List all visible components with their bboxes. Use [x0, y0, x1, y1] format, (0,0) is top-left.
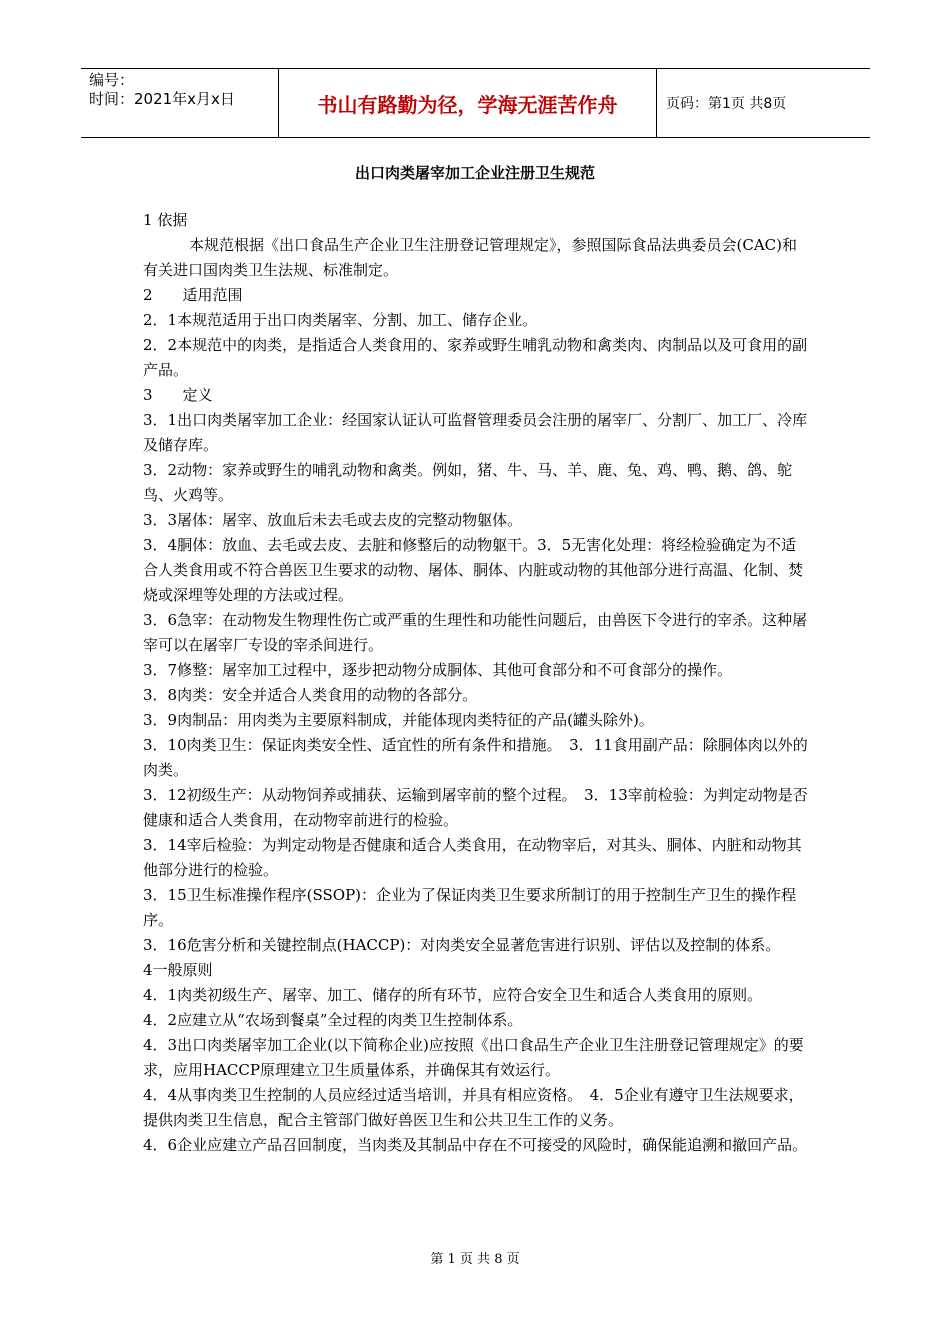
paragraph: 3．7修整：屠宰加工过程中，逐步把动物分成胴体、其他可食部分和不可食部分的操作。: [143, 661, 733, 679]
paragraph: 2．2本规范中的肉类，是指适合人类食用的、家养或野生哺乳动物和禽类肉、肉制品以及可食用的副产品。: [143, 336, 808, 379]
paragraph: 本规范根据《出口食品生产企业卫生注册登记管理规定》，参照国际食品法典委员会(CAC)和有关进口国肉类卫生法规、标准制定。: [143, 236, 797, 279]
paragraph: 3．12初级生产：从动物饲养或捕获、运输到屠宰前的整个过程。 3．13宰前检验：为判定动物是否健康和适合人类食用，在动物宰前进行的检验。: [143, 786, 808, 829]
motto-text: 书山有路勤为径，学海无涯苦作舟: [317, 92, 618, 117]
paragraph: 4．1肉类初级生产、屠宰、加工、储存的所有环节，应符合安全卫生和适合人类食用的原则。: [143, 986, 763, 1004]
paragraph: 3．2动物：家养或野生的哺乳动物和禽类。例如，猪、牛、马、羊、鹿、兔、鸡、鸭、鹅、鸽、鸵鸟、火鸡等。: [143, 461, 793, 504]
header-page-info: 页码：第1页 共8页: [666, 96, 787, 112]
paragraph: 3．4胴体：放血、去毛或去皮、去脏和修整后的动物躯干。3．5无害化处理：将经检验确定为不适合人类食用或不符合兽医卫生要求的动物、屠体、胴体、内脏或动物的其他部分进行高温、化制、焚烧或深埋等处理的方法或过程。: [143, 536, 804, 604]
header-meta: [81, 69, 279, 137]
section-heading: 3 定义: [143, 386, 213, 404]
section-heading: 4一般原则: [143, 961, 213, 979]
paragraph: 3．10肉类卫生：保证肉类安全性、适宜性的所有条件和措施。 3．11食用副产品：除胴体肉以外的肉类。: [143, 736, 808, 779]
document-number-label: 编号：: [89, 71, 135, 89]
paragraph: 3．9肉制品：用肉类为主要原料制成，并能体现肉类特征的产品(罐头除外)。: [143, 711, 654, 729]
document-title: 出口肉类屠宰加工企业注册卫生规范: [354, 164, 595, 182]
paragraph: 4．2应建立从“农场到餐桌”全过程的肉类卫生控制体系。: [143, 1011, 523, 1029]
paragraph: 4．3出口肉类屠宰加工企业(以下简称企业)应按照《出口食品生产企业卫生注册登记管理规定》的要求，应用HACCP原理建立卫生质量体系，并确保其有效运行。: [143, 1036, 804, 1079]
header-motto: [279, 69, 657, 137]
paragraph: 3．1出口肉类屠宰加工企业：经国家认证认可监督管理委员会注册的屠宰厂、分割厂、加工厂、冷库及储存库。: [143, 411, 808, 454]
page-footer: 第 1 页 共 8 页: [430, 1252, 520, 1267]
paragraph: 3．3屠体：屠宰、放血后未去毛或去皮的完整动物躯体。: [143, 511, 523, 529]
paragraph: 4．4从事肉类卫生控制的人员应经过适当培训，并具有相应资格。 4．5企业有遵守卫生法规要求，提供肉类卫生信息，配合主管部门做好兽医卫生和公共卫生工作的义务。: [143, 1086, 804, 1129]
document-body: [143, 208, 809, 1158]
page-header: [81, 68, 870, 138]
section-heading: 2 适用范围: [143, 286, 243, 304]
paragraph: 3．15卫生标准操作程序(SSOP)：企业为了保证肉类卫生要求所制订的用于控制生产卫生的操作程序。: [143, 886, 797, 929]
paragraph: 2．1本规范适用于出口肉类屠宰、分割、加工、储存企业。: [143, 311, 538, 329]
paragraph: 3．16危害分析和关键控制点(HACCP)：对肉类安全显著危害进行识别、评估以及控制的体系。: [143, 936, 781, 954]
section-heading: 1 依据: [143, 211, 188, 229]
paragraph: 4．6企业应建立产品召回制度，当肉类及其制品中存在不可接受的风险时，确保能追溯和撤回产品。: [143, 1136, 808, 1154]
paragraph: 3．6急宰：在动物发生物理性伤亡或严重的生理性和功能性问题后，由兽医下令进行的宰杀。这种屠宰可以在屠宰厂专设的宰杀间进行。: [143, 611, 808, 654]
paragraph: 3．8肉类：安全并适合人类食用的动物的各部分。: [143, 686, 478, 704]
document-date-label: 时间：2021年x月x日: [89, 90, 235, 108]
paragraph: 3．14宰后检验：为判定动物是否健康和适合人类食用，在动物宰后，对其头、胴体、内脏和动物其他部分进行的检验。: [143, 836, 802, 879]
